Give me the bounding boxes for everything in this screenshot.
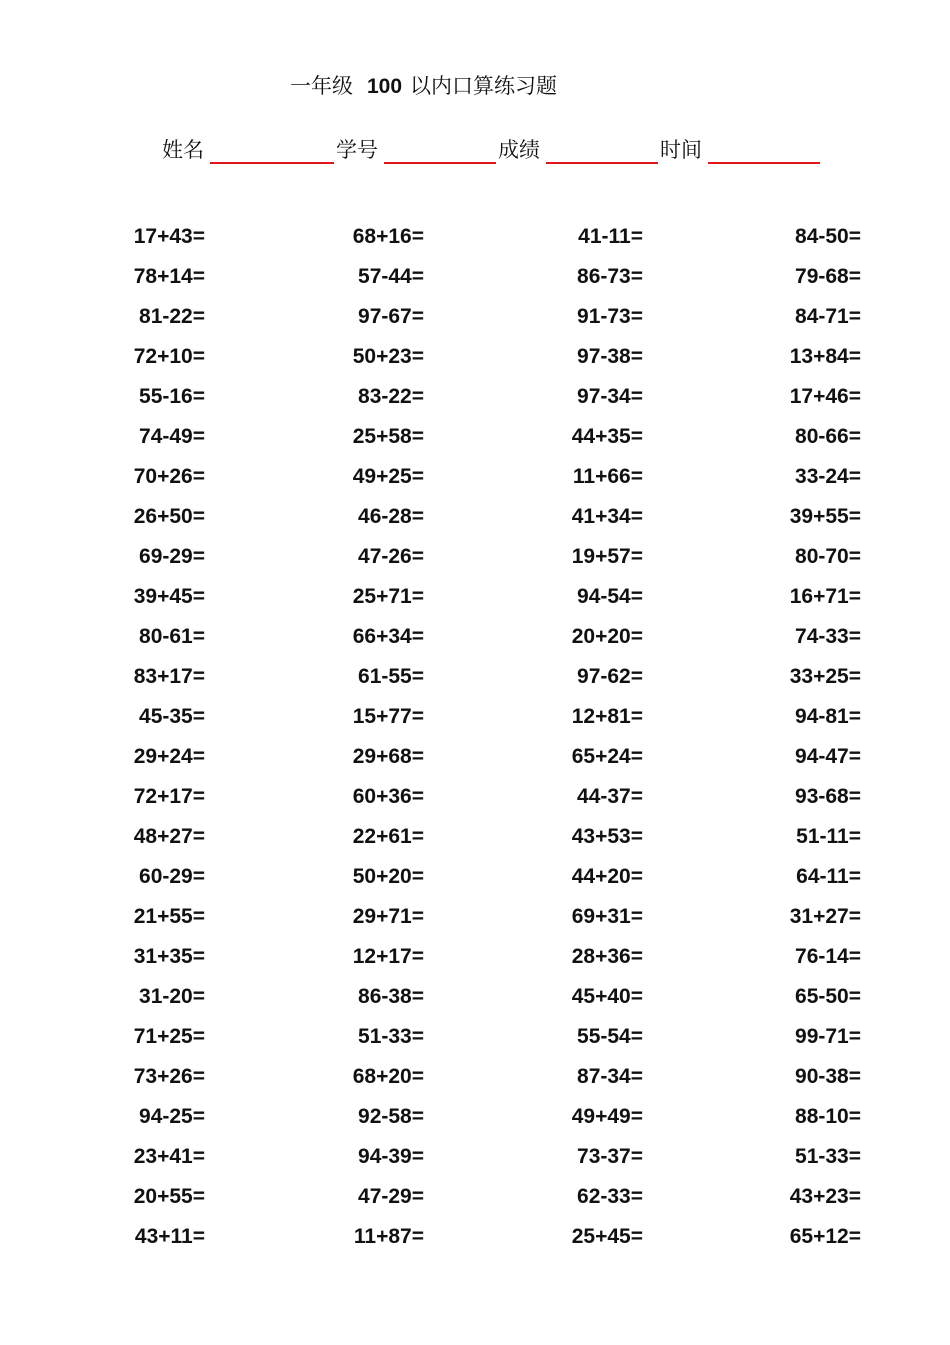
problem-item: 25+45= — [571, 1225, 643, 1248]
problem-item: 78+14= — [133, 265, 205, 288]
problem-item: 16+71= — [789, 585, 861, 608]
problem-item: 55-16= — [139, 385, 205, 408]
problem-item: 68+16= — [352, 225, 424, 248]
title-grade: 一年级 — [290, 74, 353, 98]
problem-item: 51-33= — [358, 1025, 424, 1048]
problem-item: 60-29= — [139, 865, 205, 888]
problem-item: 80-66= — [795, 425, 861, 448]
problem-item: 65+12= — [789, 1225, 861, 1248]
problem-item: 83-22= — [358, 385, 424, 408]
problem-item: 33-24= — [795, 465, 861, 488]
problem-item: 20+55= — [133, 1185, 205, 1208]
problem-item: 74-49= — [139, 425, 205, 448]
problem-item: 68+20= — [352, 1065, 424, 1088]
problem-item: 26+50= — [133, 505, 205, 528]
problem-item: 99-71= — [795, 1025, 861, 1048]
problem-item: 39+55= — [789, 505, 861, 528]
problem-item: 12+81= — [571, 705, 643, 728]
problem-item: 29+68= — [352, 745, 424, 768]
problem-item: 51-11= — [796, 825, 861, 848]
problem-item: 72+10= — [133, 345, 205, 368]
problem-item: 21+55= — [133, 905, 205, 928]
problem-item: 86-38= — [358, 985, 424, 1008]
problem-item: 87-34= — [577, 1065, 643, 1088]
problem-item: 25+71= — [352, 585, 424, 608]
problem-column — [443, 222, 643, 1262]
problem-item: 84-50= — [795, 225, 861, 248]
problem-item: 31+35= — [133, 945, 205, 968]
problem-item: 93-68= — [795, 785, 861, 808]
time-label: 时间 — [660, 138, 702, 162]
problem-item: 22+61= — [352, 825, 424, 848]
problem-item: 43+23= — [789, 1185, 861, 1208]
problem-item: 43+11= — [134, 1225, 205, 1248]
problem-item: 47-26= — [358, 545, 424, 568]
problem-item: 44+20= — [571, 865, 643, 888]
name-blank[interactable] — [210, 134, 334, 164]
problem-item: 94-54= — [577, 585, 643, 608]
problem-item: 49+25= — [352, 465, 424, 488]
worksheet-title — [290, 70, 557, 100]
problem-item: 61-55= — [358, 665, 424, 688]
problem-item: 19+57= — [571, 545, 643, 568]
problem-item: 97-67= — [358, 305, 424, 328]
problem-item: 69+31= — [571, 905, 643, 928]
problem-item: 43+53= — [571, 825, 643, 848]
problem-item: 45+40= — [571, 985, 643, 1008]
time-blank[interactable] — [708, 134, 820, 164]
problem-item: 66+34= — [352, 625, 424, 648]
problem-item: 88-10= — [795, 1105, 861, 1128]
problem-item: 51-33= — [795, 1145, 861, 1168]
problem-item: 23+41= — [133, 1145, 205, 1168]
problem-item: 12+17= — [352, 945, 424, 968]
problem-item: 48+27= — [133, 825, 205, 848]
problem-item: 46-28= — [358, 505, 424, 528]
problem-item: 81-22= — [139, 305, 205, 328]
problem-item: 55-54= — [577, 1025, 643, 1048]
problem-item: 90-38= — [795, 1065, 861, 1088]
problem-item: 86-73= — [577, 265, 643, 288]
problem-item: 84-71= — [795, 305, 861, 328]
student-number-label: 学号 — [336, 138, 378, 162]
problem-item: 73+26= — [133, 1065, 205, 1088]
problem-item: 97-34= — [577, 385, 643, 408]
problem-item: 44+35= — [571, 425, 643, 448]
problem-item: 15+77= — [352, 705, 424, 728]
problem-item: 17+46= — [789, 385, 861, 408]
problem-item: 44-37= — [577, 785, 643, 808]
problem-item: 47-29= — [358, 1185, 424, 1208]
problem-item: 71+25= — [133, 1025, 205, 1048]
problem-item: 72+17= — [133, 785, 205, 808]
problem-item: 73-37= — [577, 1145, 643, 1168]
problem-item: 31-20= — [139, 985, 205, 1008]
problem-item: 80-70= — [795, 545, 861, 568]
problem-item: 80-61= — [139, 625, 205, 648]
name-label: 姓名 — [162, 138, 204, 162]
problem-item: 28+36= — [571, 945, 643, 968]
problem-column — [224, 222, 424, 1262]
problem-item: 50+23= — [352, 345, 424, 368]
problem-item: 97-62= — [577, 665, 643, 688]
score-blank[interactable] — [546, 134, 658, 164]
problem-item: 83+17= — [133, 665, 205, 688]
problem-item: 11+66= — [572, 465, 643, 488]
student-number-blank[interactable] — [384, 134, 496, 164]
problem-item: 65-50= — [795, 985, 861, 1008]
problem-item: 64-11= — [796, 865, 861, 888]
problem-item: 25+58= — [352, 425, 424, 448]
problem-item: 29+24= — [133, 745, 205, 768]
problem-column — [5, 222, 205, 1262]
problem-item: 97-38= — [577, 345, 643, 368]
problem-item: 62-33= — [577, 1185, 643, 1208]
problem-item: 20+20= — [571, 625, 643, 648]
problem-item: 17+43= — [133, 225, 205, 248]
problem-column — [661, 222, 861, 1262]
problem-item: 31+27= — [789, 905, 861, 928]
problem-item: 92-58= — [358, 1105, 424, 1128]
title-subject: 以内口算练习题 — [410, 74, 558, 98]
problem-item: 45-35= — [139, 705, 205, 728]
score-label: 成绩 — [498, 138, 540, 162]
title-number: 100 — [367, 75, 403, 98]
problem-item: 41-11= — [578, 225, 643, 248]
problem-item: 13+84= — [789, 345, 861, 368]
problem-item: 39+45= — [133, 585, 205, 608]
problem-item: 65+24= — [571, 745, 643, 768]
problem-item: 49+49= — [571, 1105, 643, 1128]
problem-item: 94-81= — [795, 705, 861, 728]
problem-item: 76-14= — [795, 945, 861, 968]
problem-item: 33+25= — [789, 665, 861, 688]
problem-item: 11+87= — [353, 1225, 424, 1248]
problem-item: 94-47= — [795, 745, 861, 768]
problem-item: 79-68= — [795, 265, 861, 288]
problem-item: 29+71= — [352, 905, 424, 928]
problem-item: 50+20= — [352, 865, 424, 888]
problem-item: 69-29= — [139, 545, 205, 568]
problem-item: 70+26= — [133, 465, 205, 488]
problem-item: 41+34= — [571, 505, 643, 528]
problem-item: 91-73= — [577, 305, 643, 328]
problem-item: 94-39= — [358, 1145, 424, 1168]
problem-item: 60+36= — [352, 785, 424, 808]
student-info-row — [162, 134, 822, 164]
problem-item: 94-25= — [139, 1105, 205, 1128]
problem-item: 74-33= — [795, 625, 861, 648]
problem-item: 57-44= — [358, 265, 424, 288]
